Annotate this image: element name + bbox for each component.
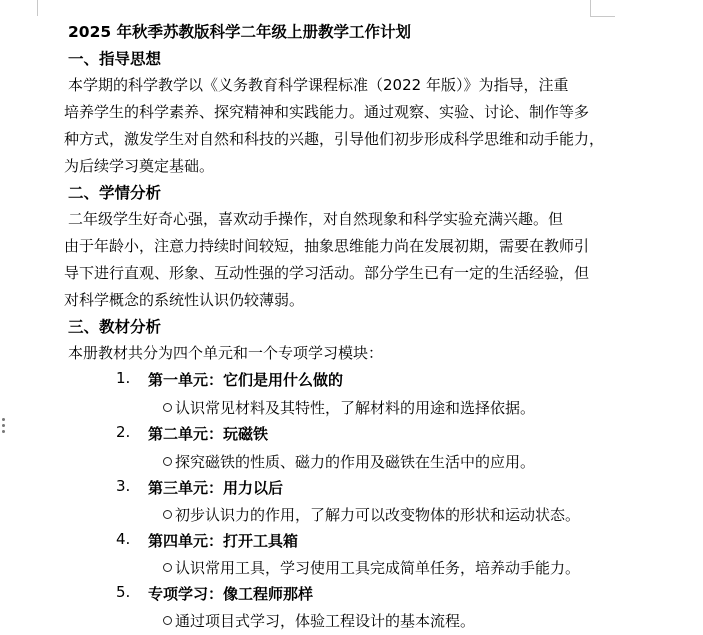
page-corner-mark-right bbox=[590, 0, 615, 17]
circle-bullet-icon bbox=[163, 616, 172, 625]
paragraph-line: 本学期的科学教学以《义务教育科学课程标准（2022 年版）》为指导，注重 bbox=[68, 76, 569, 94]
section-heading-guiding-thought: 一、指导思想 bbox=[68, 50, 162, 68]
paragraph-line: 二年级学生好奇心强，喜欢动手操作，对自然现象和科学实验充满兴趣。但 bbox=[68, 210, 564, 228]
list-sub-item: 初步认识力的作用，了解力可以改变物体的形状和运动状态。 bbox=[163, 504, 580, 525]
list-sub-item: 认识常用工具，学习使用工具完成简单任务，培养动手能力。 bbox=[163, 557, 580, 578]
list-item-number: 5. bbox=[116, 583, 131, 601]
paragraph-line: 为后续学习奠定基础。 bbox=[64, 157, 215, 175]
list-item-title: 专项学习：像工程师那样 bbox=[148, 585, 314, 603]
page-corner-mark-left bbox=[36, 0, 38, 16]
paragraph-line: 培养学生的科学素养、探究精神和实践能力。通过观察、实验、讨论、制作等多 bbox=[64, 103, 590, 121]
list-sub-item: 通过项目式学习，体验工程设计的基本流程。 bbox=[163, 610, 475, 631]
section-heading-learner-analysis: 二、学情分析 bbox=[68, 184, 162, 202]
list-item-number: 2. bbox=[116, 423, 131, 441]
section-heading-textbook-analysis: 三、教材分析 bbox=[68, 318, 162, 336]
paragraph-line: 种方式，激发学生对自然和科技的兴趣，引导他们初步形成科学思维和动手能力， bbox=[64, 130, 605, 148]
list-item-number: 4. bbox=[116, 530, 131, 548]
list-item-title: 第二单元：玩磁铁 bbox=[148, 425, 269, 443]
list-item-number: 3. bbox=[116, 477, 131, 495]
list-item-title: 第三单元：用力以后 bbox=[148, 479, 284, 497]
paragraph-line: 对科学概念的系统性认识仍较薄弱。 bbox=[64, 291, 305, 309]
drag-handle-icon[interactable] bbox=[2, 418, 6, 436]
list-item-title: 第四单元：打开工具箱 bbox=[148, 532, 299, 550]
paragraph-line: 导下进行直观、形象、互动性强的学习活动。部分学生已有一定的生活经验，但 bbox=[64, 264, 590, 282]
list-item-number: 1. bbox=[116, 369, 131, 387]
list-sub-item: 认识常见材料及其特性，了解材料的用途和选择依据。 bbox=[163, 397, 535, 418]
circle-bullet-icon bbox=[163, 457, 172, 466]
list-item-title: 第一单元：它们是用什么做的 bbox=[148, 371, 344, 389]
circle-bullet-icon bbox=[163, 510, 172, 519]
section-intro: 本册教材共分为四个单元和一个专项学习模块： bbox=[68, 344, 384, 362]
circle-bullet-icon bbox=[163, 403, 172, 412]
circle-bullet-icon bbox=[163, 563, 172, 572]
document-title: 2025 年秋季苏教版科学二年级上册教学工作计划 bbox=[68, 23, 412, 41]
list-sub-item: 探究磁铁的性质、磁力的作用及磁铁在生活中的应用。 bbox=[163, 451, 535, 472]
paragraph-line: 由于年龄小，注意力持续时间较短，抽象思维能力尚在发展初期，需要在教师引 bbox=[64, 237, 590, 255]
